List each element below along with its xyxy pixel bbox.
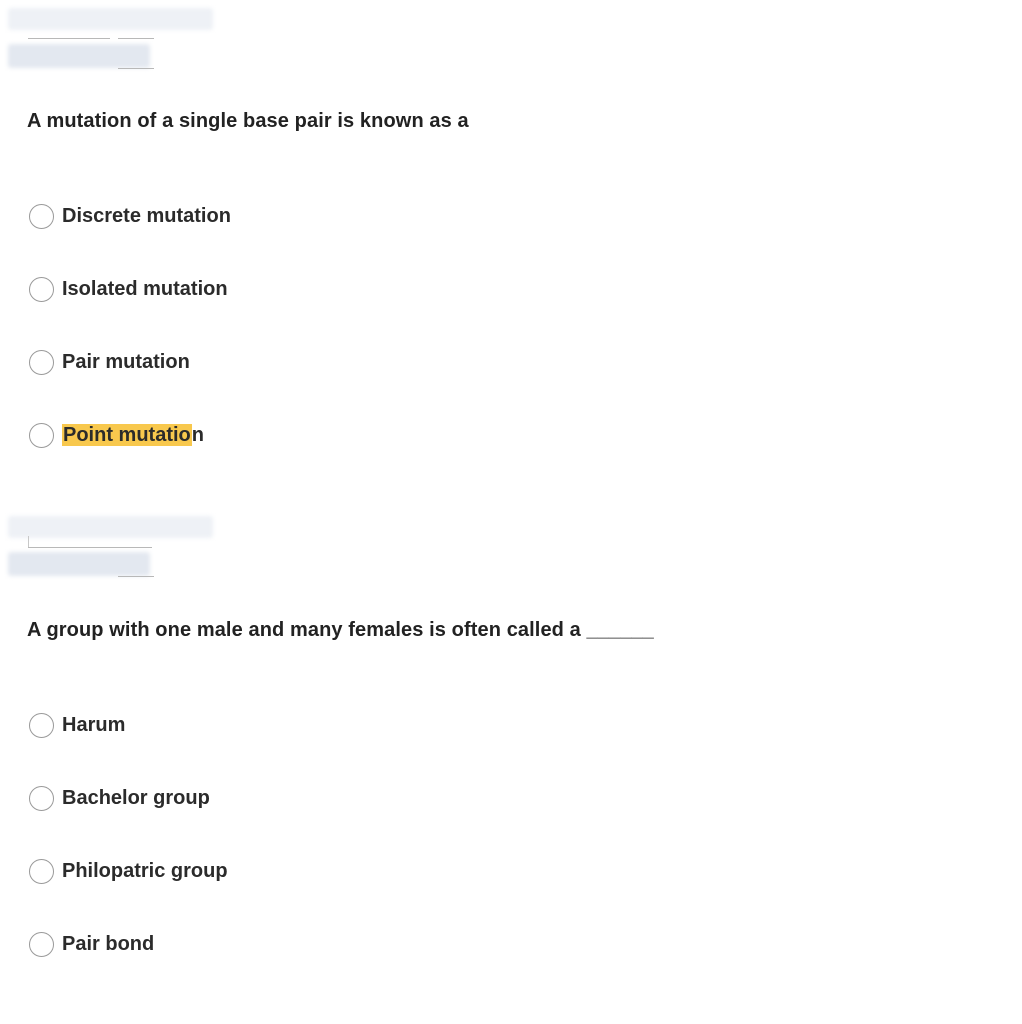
option-label: Isolated mutation bbox=[62, 277, 228, 300]
question-2-text: A group with one male and many females is often called a ______ bbox=[27, 619, 654, 641]
question-1-option-3[interactable] bbox=[29, 347, 190, 377]
question-1-option-2[interactable] bbox=[29, 274, 228, 304]
question-1-option-4[interactable] bbox=[29, 420, 204, 450]
question-2-points-blurred bbox=[8, 552, 150, 576]
radio-button[interactable] bbox=[29, 204, 54, 229]
question-1-divider-short bbox=[118, 38, 154, 39]
highlighted-answer-text: Point mutatio bbox=[63, 423, 191, 446]
option-label: Harum bbox=[62, 713, 126, 736]
option-label bbox=[62, 424, 204, 447]
option-label: Bachelor group bbox=[62, 786, 210, 809]
option-label: Pair mutation bbox=[62, 350, 190, 373]
question-1-points-underline bbox=[118, 68, 154, 69]
radio-button[interactable] bbox=[29, 932, 54, 957]
option-label: Discrete mutation bbox=[62, 204, 231, 227]
question-2-option-2[interactable] bbox=[29, 783, 210, 813]
option-label: Philopatric group bbox=[62, 859, 228, 882]
question-2-divider bbox=[28, 547, 152, 548]
question-2-option-3[interactable] bbox=[29, 856, 228, 886]
question-1-header bbox=[6, 4, 221, 74]
radio-button[interactable] bbox=[29, 277, 54, 302]
radio-button[interactable] bbox=[29, 350, 54, 375]
question-1-divider bbox=[28, 38, 110, 39]
question-2-points-underline bbox=[118, 576, 154, 577]
radio-button[interactable] bbox=[29, 786, 54, 811]
radio-button[interactable] bbox=[29, 859, 54, 884]
question-2-option-4[interactable] bbox=[29, 929, 154, 959]
question-1-text: A mutation of a single base pair is known as a bbox=[27, 110, 469, 132]
option-label: Pair bond bbox=[62, 932, 155, 955]
option-label-tail: n bbox=[191, 423, 204, 446]
question-1-number-blurred bbox=[8, 8, 213, 30]
question-1-option-1[interactable] bbox=[29, 201, 231, 231]
radio-button[interactable] bbox=[29, 713, 54, 738]
radio-button[interactable] bbox=[29, 423, 54, 448]
question-2-header bbox=[6, 512, 221, 582]
question-2-number-blurred bbox=[8, 516, 213, 538]
question-1-points-blurred bbox=[8, 44, 150, 68]
question-2-option-1[interactable] bbox=[29, 710, 125, 740]
